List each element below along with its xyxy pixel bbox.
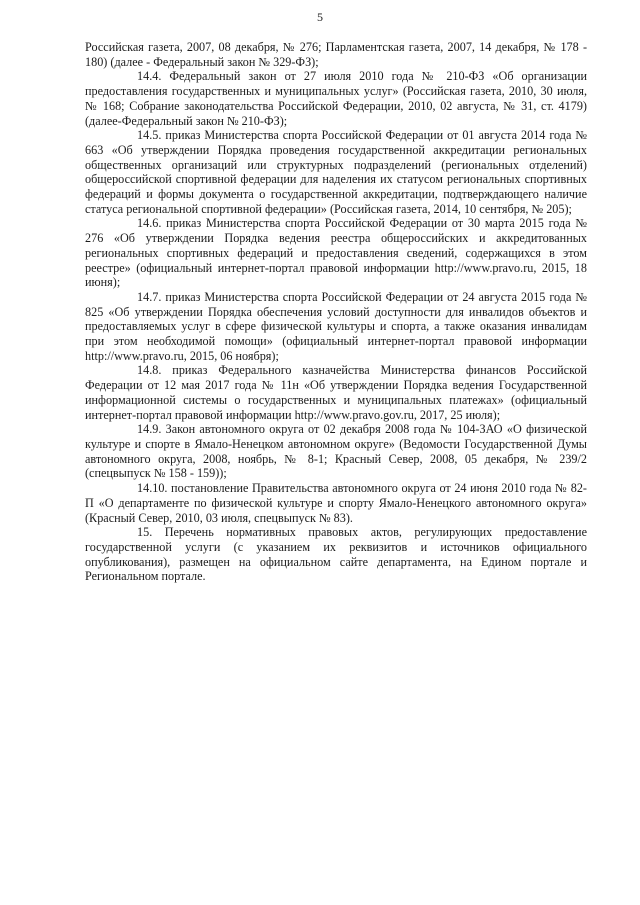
paragraph-14-8: 14.8. приказ Федерального казначейства Министерства финансов Российской Федерации от 12 мая 2017 года № 11н «Об утверждении Порядка ведения Государственной информационной системы о государственных и муниципальных платежах» (официальный интернет-портал правовой информации http://www.pravo.gov.ru, 2017, 25 июля);: [85, 363, 587, 422]
page-number: 5: [317, 10, 323, 24]
paragraph-14-7: 14.7. приказ Министерства спорта Российской Федерации от 24 августа 2015 года № 825 «Об утверждении Порядка обеспечения условий доступности для инвалидов объектов и предоставляемых услуг в сфере физической культуры и спорта, а также оказания инвалидам при этом необходимой помощи» (официальный интернет-портал правовой информации http://www.pravo.ru, 2015, 06 ноября);: [85, 289, 587, 363]
paragraph-14-6: 14.6. приказ Министерства спорта Российской Федерации от 30 марта 2015 года № 276 «Об утверждении Порядка ведения реестра общероссийских и аккредитованных региональных спортивных федераций и предоставления сведений, содержащихся в этом реестре» (официальный интернет-портал правовой информации http://www.pravo.ru, 2015, 18 июня);: [85, 216, 587, 290]
paragraph-14-10: 14.10. постановление Правительства автономного округа от 24 июня 2010 года № 82-П «О департаменте по физической культуре и спорту Ямало-Ненецкого автономного округа» (Красный Север, 2010, 03 июля, спецвыпуск № 83).: [85, 481, 587, 525]
paragraph-14-9: 14.9. Закон автономного округа от 02 декабря 2008 года № 104-ЗАО «О физической культуре и спорте в Ямало-Ненецком автономном округе» (Ведомости Государственной Думы автономного округа, 2008, ноябрь, № 8-1; Красный Север, 2008, 05 декабря, № 239/2 (спецвыпуск № 158 - 159));: [85, 422, 587, 481]
document-body: [85, 40, 587, 584]
paragraph-continuation: Российская газета, 2007, 08 декабря, № 276; Парламентская газета, 2007, 14 декабря, № 178 - 180) (далее - Федеральный закон № 329-ФЗ);: [85, 40, 587, 69]
paragraph-15: 15. Перечень нормативных правовых актов, регулирующих предоставление государственной услуги (с указанием их реквизитов и источников официального опубликования), размещен на официальном сайте департамента, на Едином портале и Региональном портале.: [85, 525, 587, 584]
paragraph-14-5: 14.5. приказ Министерства спорта Российской Федерации от 01 августа 2014 года № 663 «Об утверждении Порядка проведения государственной аккредитации региональных общественных организаций или структурных подразделений (региональных отделений) общероссийской спортивной федерации для наделения их статусом региональных спортивных федераций и формы документа о государственной аккредитации, подтверждающего наличие статуса региональной спортивной федерации» (Российская газета, 2014, 10 сентября, № 205);: [85, 128, 587, 216]
paragraph-14-4: 14.4. Федеральный закон от 27 июля 2010 года № 210-ФЗ «Об организации предоставления государственных и муниципальных услуг» (Российская газета, 2010, 30 июля, № 168; Собрание законодательства Российской Федерации, 2010, 02 августа, № 31, ст. 4179) (далее-Федеральный закон № 210-ФЗ);: [85, 69, 587, 128]
